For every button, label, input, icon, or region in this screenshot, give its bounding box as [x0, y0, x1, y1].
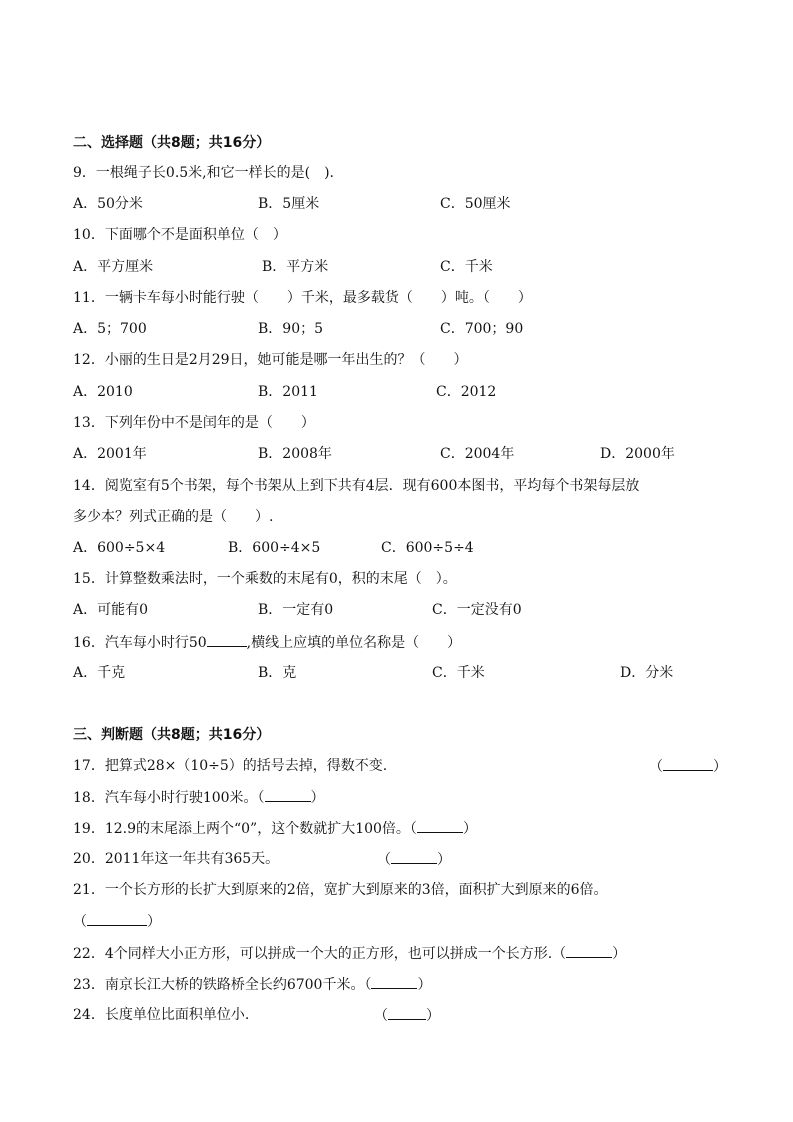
question-15-stem: 15．计算整数乘法时，一个乘数的末尾有0，积的末尾（ ）。 [73, 571, 457, 587]
question-16-stem [73, 632, 461, 652]
question-14-stem-continued: 多少本？列式正确的是（ ）. [73, 509, 274, 525]
question-13-option-a: A．2001年 [73, 446, 147, 462]
question-18-stem: 18．汽车每小时行驶100米。（ [73, 790, 265, 806]
question-21-answer-paren [73, 911, 161, 932]
question-22-stem: 22．4个同样大小正方形，可以拼成一个大的正方形，也可以拼成一个长方形.（ [73, 946, 567, 962]
question-9-stem: 9．一根绳子长0.5米,和它一样长的是( ). [73, 165, 334, 181]
section-heading-choice: 二、选择题（共8题；共16分） [73, 135, 271, 151]
question-19-stem: 19．12.9的末尾添上两个“0”，这个数就扩大100倍。（ [73, 821, 417, 837]
question-9-option-c: C．50厘米 [440, 196, 511, 212]
paren-close: ） [612, 946, 627, 962]
question-10-stem: 10．下面哪个不是面积单位（ ） [73, 227, 287, 243]
answer-blank[interactable] [663, 756, 713, 771]
question-17-answer-paren [649, 756, 727, 777]
paren-close: ） [147, 914, 161, 930]
question-11-stem: 11．一辆卡车每小时能行驶（ ）千米，最多载货（ ）吨。（ ） [73, 290, 532, 306]
answer-blank[interactable] [371, 974, 417, 989]
question-10-option-c: C．千米 [440, 259, 493, 275]
paren-open: （ [73, 914, 87, 930]
paren-close: ） [437, 852, 451, 868]
question-15-option-a: A．可能有0 [73, 602, 149, 618]
question-12-option-c: C．2012 [436, 384, 497, 400]
question-10-option-a: A．平方厘米 [73, 259, 154, 275]
paren-close: ） [462, 821, 477, 837]
question-20-answer-paren [377, 849, 451, 870]
question-9-option-a: A．50分米 [73, 196, 143, 212]
question-10-option-b: B．平方米 [262, 259, 329, 275]
question-11-option-b: B．90；5 [258, 321, 324, 337]
answer-blank[interactable] [391, 849, 437, 864]
question-16-option-a: A．千克 [73, 665, 126, 681]
question-24-answer-paren [374, 1005, 440, 1026]
paren-close: ） [426, 1008, 440, 1024]
question-19-text [73, 818, 477, 838]
question-13-option-d: D．2000年 [600, 446, 675, 462]
answer-blank[interactable] [566, 943, 612, 958]
section-heading-judgment: 三、判断题（共8题；共16分） [73, 727, 271, 743]
question-11-option-c: C．700；90 [440, 321, 524, 337]
question-14-stem: 14．阅览室有5个书架，每个书架从上到下共有4层．现有600本图书，平均每个书架每层放 [73, 478, 640, 494]
question-14-option-c: C．600÷5÷4 [381, 540, 474, 556]
paren-close: ） [417, 977, 432, 993]
question-16-option-c: C．千米 [432, 665, 485, 681]
question-17-text: 17．把算式28×（10÷5）的括号去掉，得数不变. [73, 758, 388, 774]
question-12-stem: 12．小丽的生日是2月29日，她可能是哪一年出生的？（ ） [73, 352, 468, 368]
question-16-option-b: B．克 [258, 665, 297, 681]
question-16-stem-start: 16．汽车每小时行50 [73, 635, 207, 651]
question-13-option-b: B．2008年 [258, 446, 332, 462]
paren-close: ） [713, 759, 727, 775]
paren-close: ） [310, 790, 325, 806]
question-22-text [73, 943, 626, 963]
question-9-option-b: B．5厘米 [258, 196, 320, 212]
question-15-option-c: C．一定没有0 [432, 602, 522, 618]
question-23-text [73, 974, 431, 994]
answer-blank[interactable] [388, 1005, 426, 1020]
question-12-option-b: B．2011 [258, 384, 318, 400]
answer-blank[interactable] [265, 787, 311, 802]
question-14-option-a: A．600÷5×4 [73, 540, 166, 556]
question-18-text [73, 787, 325, 807]
question-13-stem: 13．下列年份中不是闰年的是（ ） [73, 415, 315, 431]
answer-blank[interactable] [417, 818, 463, 833]
answer-blank[interactable] [87, 911, 147, 926]
question-16-stem-end: ,横线上应填的单位名称是（ ） [246, 635, 462, 651]
paren-open: （ [374, 1008, 388, 1024]
question-15-option-b: B．一定有0 [258, 602, 334, 618]
question-24-text: 24．长度单位比面积单位小. [73, 1007, 250, 1023]
question-23-stem: 23．南京长江大桥的铁路桥全长约6700千米。（ [73, 977, 372, 993]
paren-open: （ [649, 759, 663, 775]
question-20-text: 20．2011年这一年共有365天。 [73, 851, 280, 867]
question-13-option-c: C．2004年 [440, 446, 515, 462]
question-21-text: 21．一个长方形的长扩大到原来的2倍，宽扩大到原来的3倍，面积扩大到原来的6倍。 [73, 882, 608, 898]
question-14-option-b: B．600÷4×5 [228, 540, 321, 556]
paren-open: （ [377, 852, 391, 868]
question-12-option-a: A．2010 [73, 384, 133, 400]
question-11-option-a: A．5；700 [73, 321, 147, 337]
question-16-option-d: D．分米 [620, 665, 674, 681]
answer-blank[interactable] [207, 632, 247, 647]
